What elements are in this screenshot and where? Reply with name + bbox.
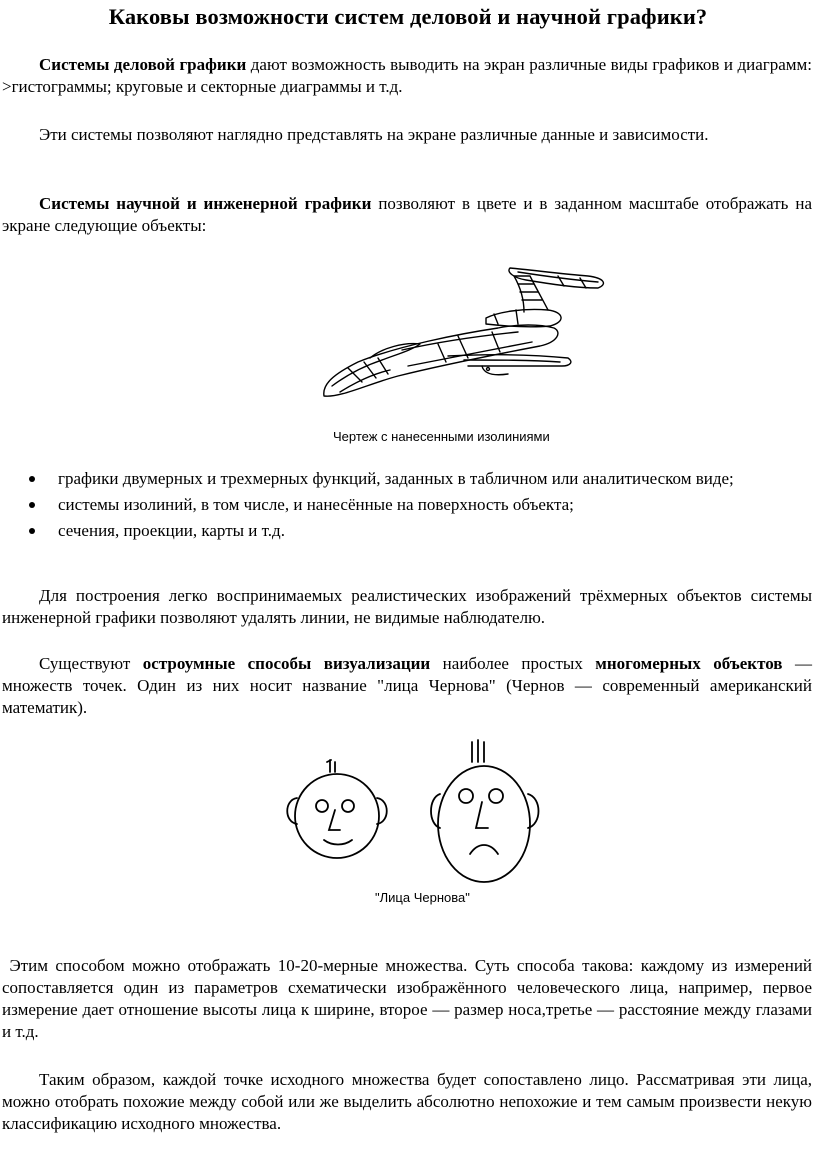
business-graphics-text: дают возможность выводить на экран различные виды графиков и диаграмм: >гистограммы; круговые и секторные диаграммы и т.д. — [2, 55, 813, 96]
page-title: Каковы возможности систем деловой и научной графики? — [108, 4, 708, 29]
bullet-icon — [29, 502, 35, 508]
list-item: системы изолиний, в том числе, и нанесённые на поверхность объекта; — [0, 494, 812, 516]
term-science-graphics: Системы научной и инженерной графики — [39, 194, 372, 213]
happy-face-icon — [278, 756, 396, 868]
airplane-caption: Чертеж с нанесенными изолиниями — [333, 429, 550, 444]
term-business-graphics: Системы деловой графики — [39, 55, 247, 74]
faces-caption: "Лица Чернова" — [375, 890, 470, 905]
airplane-drawing-icon — [318, 262, 618, 412]
paragraph-business-graphics — [2, 54, 812, 98]
term-visualization-methods: остроумные способы визуализации — [142, 654, 431, 673]
sad-face-icon — [428, 738, 548, 886]
bullet-icon — [29, 476, 35, 482]
objects-list — [0, 468, 812, 546]
paragraph-hidden-lines: Для построения легко воспринимаемых реалистических изображений трёхмерных объектов системы инженерной графики позволяют удалять линии, не видимые наблюдателю. — [2, 586, 812, 627]
paragraph-science-graphics — [2, 193, 812, 237]
science-graphics-text: позволяют в цвете и в заданном масштабе отображать на экране следующие объекты: — [2, 194, 812, 235]
bullet-icon — [29, 528, 35, 534]
list-item: сечения, проекции, карты и т.д. — [0, 520, 812, 542]
term-multidimensional-objects: многомерных объектов — [595, 654, 783, 673]
paragraph-visual-representation: Эти системы позволяют наглядно представлять на экране различные данные и зависимости. — [39, 125, 709, 144]
paragraph-conclusion: Таким образом, каждой точке исходного множества будет сопоставлено лицо. Рассматривая эти лица, можно отобрать похожие между собой или же выделить абсолютно непохожие и тем самым произвести некую классификацию исходного множества. — [2, 1070, 812, 1133]
paragraph-method-description: Этим способом можно отображать 10-20-мерные множества. Суть способа такова: каждому из измерений сопоставляется один из параметров схематически изображённого человеческого лица, например, первое измерение дает отношение высоты лица к ширине, второе — размер носа,третье — расстояние между глазами и т.д. — [2, 956, 816, 1041]
list-item: графики двумерных и трехмерных функций, заданных в табличном или аналитическом виде; — [0, 468, 812, 490]
paragraph-chernoff-intro: Существуют остроумные способы визуализации наиболее простых многомерных объектов — множеств точек. Один из них носит название "лица Чернова" (Чернов — современный американский математик). — [2, 654, 812, 717]
